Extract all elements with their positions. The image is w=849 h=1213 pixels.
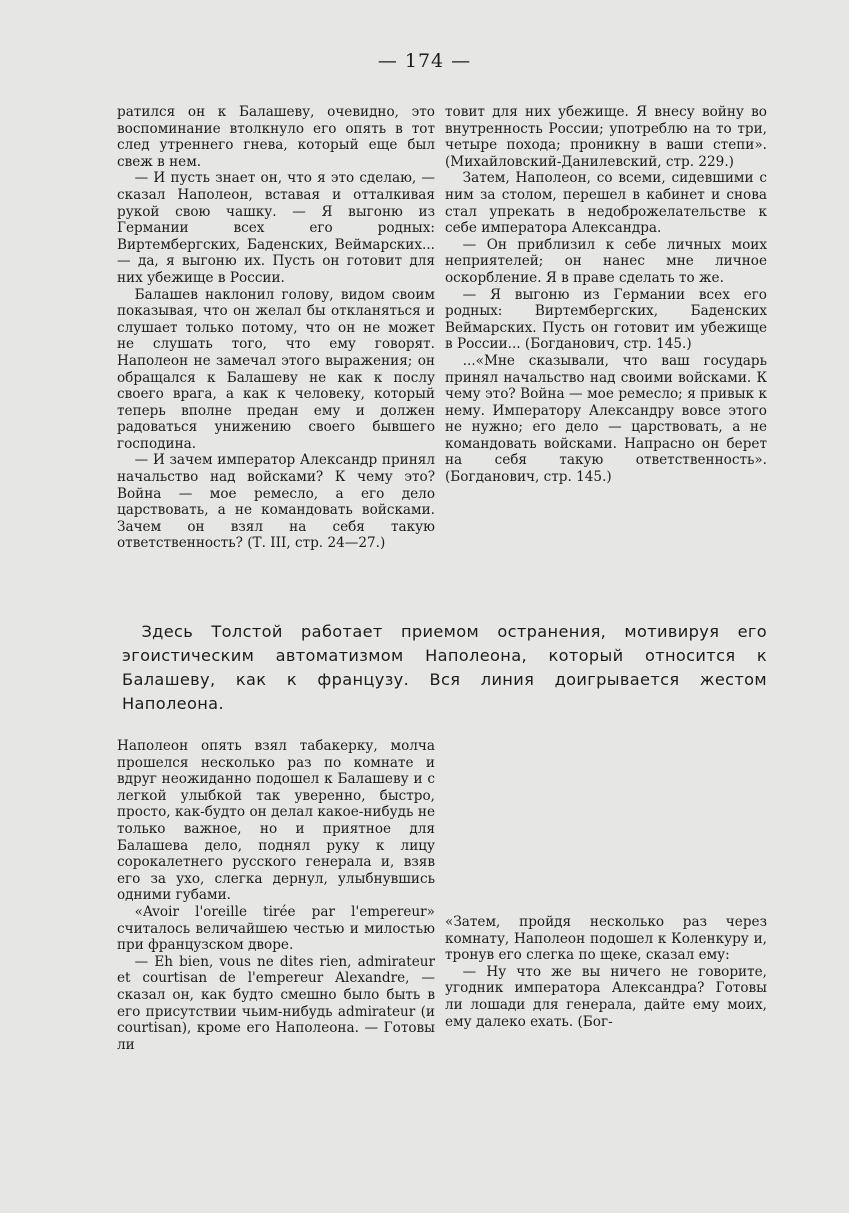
page-number: — 174 — bbox=[377, 50, 472, 72]
commentary-paragraph: Здесь Толстой работает приемом остранения, мотивируя его эгоистическим автоматизмом Наполеона, который относится к Балашеву, как к французу. Вся линия доигрывается жестом Наполеона. bbox=[122, 622, 767, 713]
paragraph: «Затем, пройдя несколько раз через комнату, Наполеон подошел к Коленкуру и, тронув его слегка по щеке, сказал ему: bbox=[445, 914, 767, 964]
paragraph: — И пусть знает он, что я это сделаю, — сказал Наполеон, вставая и отталкивая рукой свою чашку. — Я выгоню из Германии всех его родных: Виртембергских, Баденских, Веймарских... — да, я выгоню их. Пусть он готовит для них убежище в России. bbox=[117, 170, 435, 286]
right-column-top bbox=[445, 104, 767, 486]
paragraph: — И зачем император Александр принял начальство над войсками? К чему это? Война — мое ремесло, а его дело царствовать, а не командовать войсками. Зачем он взял на себя такую ответственность? (Т. III, стр. 24—27.) bbox=[117, 452, 435, 552]
paragraph: — Я выгоню из Германии всех его родных: Виртембергских, Баденских Веймарских. Пусть он готовит им убежище в России... (Богданович, стр. 145.) bbox=[445, 286, 767, 353]
paragraph: ...«Мне сказывали, что ваш государь принял начальство над своими войсками. К чему это? Война — мое ремесло; я привык к нему. Императору Александру вовсе этого не нужно; его дело — царствовать, а не командовать войсками. Напрасно он берет на себя такую ответственность». (Богданович, стр. 145.) bbox=[445, 352, 767, 486]
paragraph: Наполеон опять взял табакерку, молча прошелся несколько раз по комнате и вдруг неожиданно подошел к Балашеву и с легкой улыбкой так уверенно, быстро, просто, как-будто он делал какое-нибудь не только важное, но и приятное для Балашева дело, поднял руку к лицу сорокалетнего русского генерала и, взяв его за ухо, слегка дернул, улыбнувшись одними губами. bbox=[117, 738, 435, 904]
paragraph: — Он приблизил к себе личных моих неприятелей; он нанес мне личное оскорбление. Я в праве сделать то же. bbox=[445, 236, 767, 286]
left-column-top bbox=[117, 104, 435, 552]
paragraph: товит для них убежище. Я внесу войну во внутренность России; употреблю на то три, четыре похода; проникну в ваши степи». (Михайловский-Данилевский, стр. 229.) bbox=[445, 104, 767, 170]
paragraph: — Ну что же вы ничего не говорите, угодник императора Александра? Готовы ли лошади для генерала, дайте ему моих, ему далеко ехать. (Бог- bbox=[445, 963, 767, 1030]
right-column-bottom bbox=[445, 914, 767, 1030]
commentary bbox=[122, 620, 767, 716]
paragraph: «Avoir l'oreille tirée par l'empereur» считалось величайшею честью и милостью при французском дворе. bbox=[117, 903, 435, 954]
paragraph: — Eh bien, vous ne dites rien, admirateur et courtisan de l'empereur Alexandre, — сказал он, как будто смешно было быть в его присутствии чьим-нибудь admirateur (и courtisan), кроме его Наполеона. — Готовы ли bbox=[117, 953, 435, 1053]
paragraph: Затем, Наполеон, со всеми, сидевшими с ним за столом, перешел в кабинет и снова стал упрекать в недоброжелательстве к себе императора Александра. bbox=[445, 170, 767, 237]
paragraph: Балашев наклонил голову, видом своим показывая, что он желал бы откланяться и слушает только потому, что он не может не слушать того, что ему говорят. Наполеон не замечал этого выражения; он обращался к Балашеву не как к послу своего врага, а как к человеку, который теперь вполне предан ему и должен радоваться унижению своего бывшего господина. bbox=[117, 286, 435, 452]
left-column-bottom bbox=[117, 738, 435, 1053]
paragraph: ратился он к Балашеву, очевидно, это воспоминание втолкнуло его опять в тот след утреннего гнева, который еще был свеж в нем. bbox=[117, 104, 435, 170]
